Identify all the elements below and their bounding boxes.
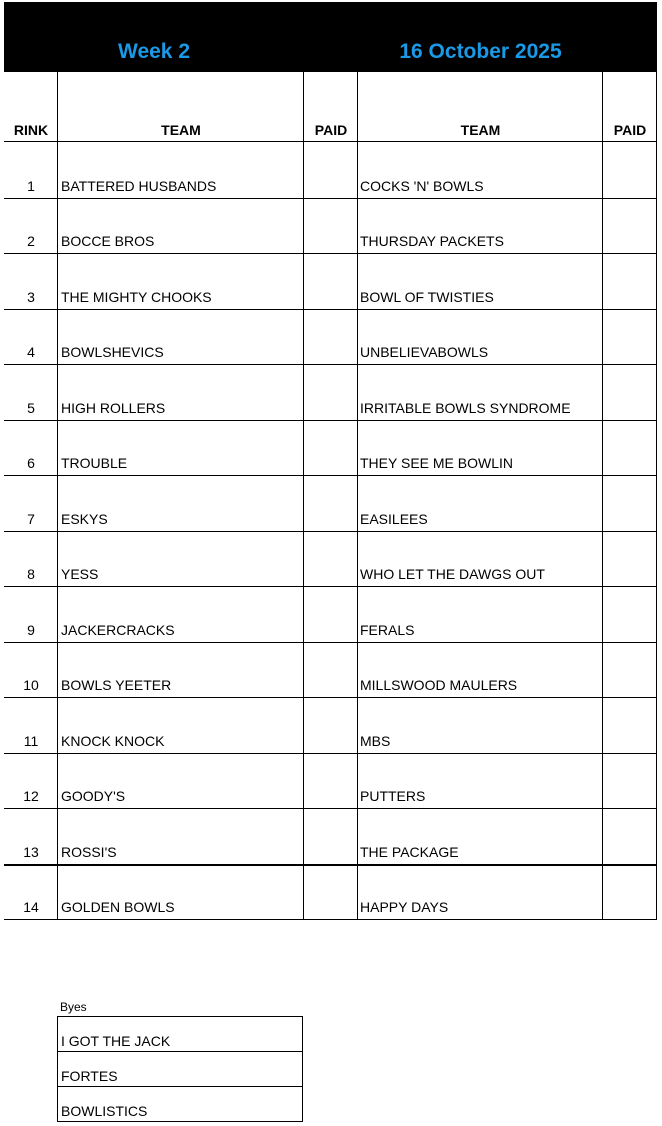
team-b-name: BOWL OF TWISTIES — [360, 288, 494, 305]
team-a-name: BOWLS YEETER — [61, 677, 172, 693]
team-a-name: KNOCK KNOCK — [61, 732, 165, 749]
rink-number: 3 — [27, 288, 35, 305]
rink-number: 6 — [27, 455, 35, 471]
team-b-name: THURSDAY PACKETS — [360, 233, 504, 249]
grid-line — [4, 697, 657, 698]
grid-line — [4, 919, 657, 920]
team-b-name: COCKS 'N' BOWLS — [360, 177, 484, 194]
table-row — [4, 642, 657, 698]
team-a-name: ESKYS — [61, 510, 108, 527]
rink-column-header: RINK — [13, 122, 49, 138]
team-a-name: GOLDEN BOWLS — [61, 899, 175, 915]
date-label: 16 October 2025 — [399, 40, 562, 63]
rink-number: 1 — [27, 177, 35, 194]
table-row — [4, 586, 657, 642]
grid-line — [4, 309, 657, 310]
team-a-name: YESS — [61, 566, 99, 582]
table-row — [4, 864, 657, 920]
rink-number: 2 — [27, 233, 35, 249]
team-b-name: MBS — [360, 732, 391, 749]
rink-number: 9 — [27, 621, 35, 638]
team-b-name: PUTTERS — [360, 788, 426, 804]
team-a-name: THE MIGHTY CHOOKS — [61, 288, 212, 305]
bye-row — [57, 1016, 303, 1052]
grid-line — [4, 531, 657, 532]
team-b-name: THEY SEE ME BOWLIN — [360, 455, 513, 471]
rink-number: 11 — [23, 732, 39, 749]
grid-line — [4, 198, 657, 199]
grid-line — [4, 808, 657, 809]
paid-b-column-header: PAID — [613, 122, 647, 138]
team-a-name: BOCCE BROS — [61, 233, 155, 249]
bye-team: FORTES — [61, 1068, 118, 1084]
grid-line — [4, 253, 657, 254]
grid-line — [4, 475, 657, 476]
table-row — [4, 364, 657, 420]
rink-number: 7 — [27, 510, 35, 527]
fixture-table — [4, 72, 657, 920]
team-b-name: EASILEES — [360, 510, 428, 527]
table-row — [4, 253, 657, 309]
week-label: Week 2 — [118, 40, 190, 63]
team-b-name: FERALS — [360, 621, 415, 638]
grid-line — [4, 864, 657, 866]
table-row — [4, 420, 657, 476]
table-row — [4, 475, 657, 531]
team-a-name: HIGH ROLLERS — [61, 399, 166, 416]
team-b-name: THE PACKAGE — [360, 843, 459, 860]
byes-label: Byes — [60, 1000, 87, 1014]
team-b-column-header: TEAM — [460, 122, 501, 138]
byes-table — [57, 1016, 303, 1122]
team-a-name: TROUBLE — [61, 455, 128, 471]
rink-number: 13 — [23, 843, 39, 860]
grid-line — [4, 364, 657, 365]
paid-a-column-header: PAID — [314, 122, 348, 138]
rink-number: 14 — [23, 899, 39, 915]
table-row — [4, 142, 657, 198]
team-b-name: UNBELIEVABOWLS — [360, 344, 489, 360]
grid-line — [4, 753, 657, 754]
team-a-name: ROSSI'S — [61, 843, 117, 860]
rink-number: 8 — [27, 566, 35, 582]
team-b-name: HAPPY DAYS — [360, 899, 449, 915]
bye-team: BOWLISTICS — [61, 1103, 148, 1119]
bye-row — [57, 1052, 303, 1087]
team-a-name: JACKERCRACKS — [61, 621, 175, 638]
team-b-name: MILLSWOOD MAULERS — [360, 677, 518, 693]
table-row — [4, 753, 657, 809]
grid-line — [4, 586, 657, 587]
rink-number: 10 — [23, 677, 39, 693]
table-row — [4, 198, 657, 254]
bye-row — [57, 1087, 303, 1122]
team-a-name: BOWLSHEVICS — [61, 344, 164, 360]
team-a-name: BATTERED HUSBANDS — [61, 177, 217, 194]
team-b-name: WHO LET THE DAWGS OUT — [360, 566, 545, 582]
team-b-name: IRRITABLE BOWLS SYNDROME — [360, 399, 571, 416]
rink-number: 5 — [27, 399, 35, 416]
table-row — [4, 531, 657, 587]
team-a-name: GOODY'S — [61, 788, 126, 804]
rink-number: 4 — [27, 344, 35, 360]
team-a-column-header: TEAM — [161, 122, 201, 138]
table-row — [4, 309, 657, 365]
grid-line — [4, 420, 657, 421]
table-row — [4, 697, 657, 753]
grid-line — [4, 642, 657, 643]
bye-team: I GOT THE JACK — [61, 1033, 171, 1049]
rink-number: 12 — [23, 788, 39, 804]
table-row — [4, 808, 657, 864]
